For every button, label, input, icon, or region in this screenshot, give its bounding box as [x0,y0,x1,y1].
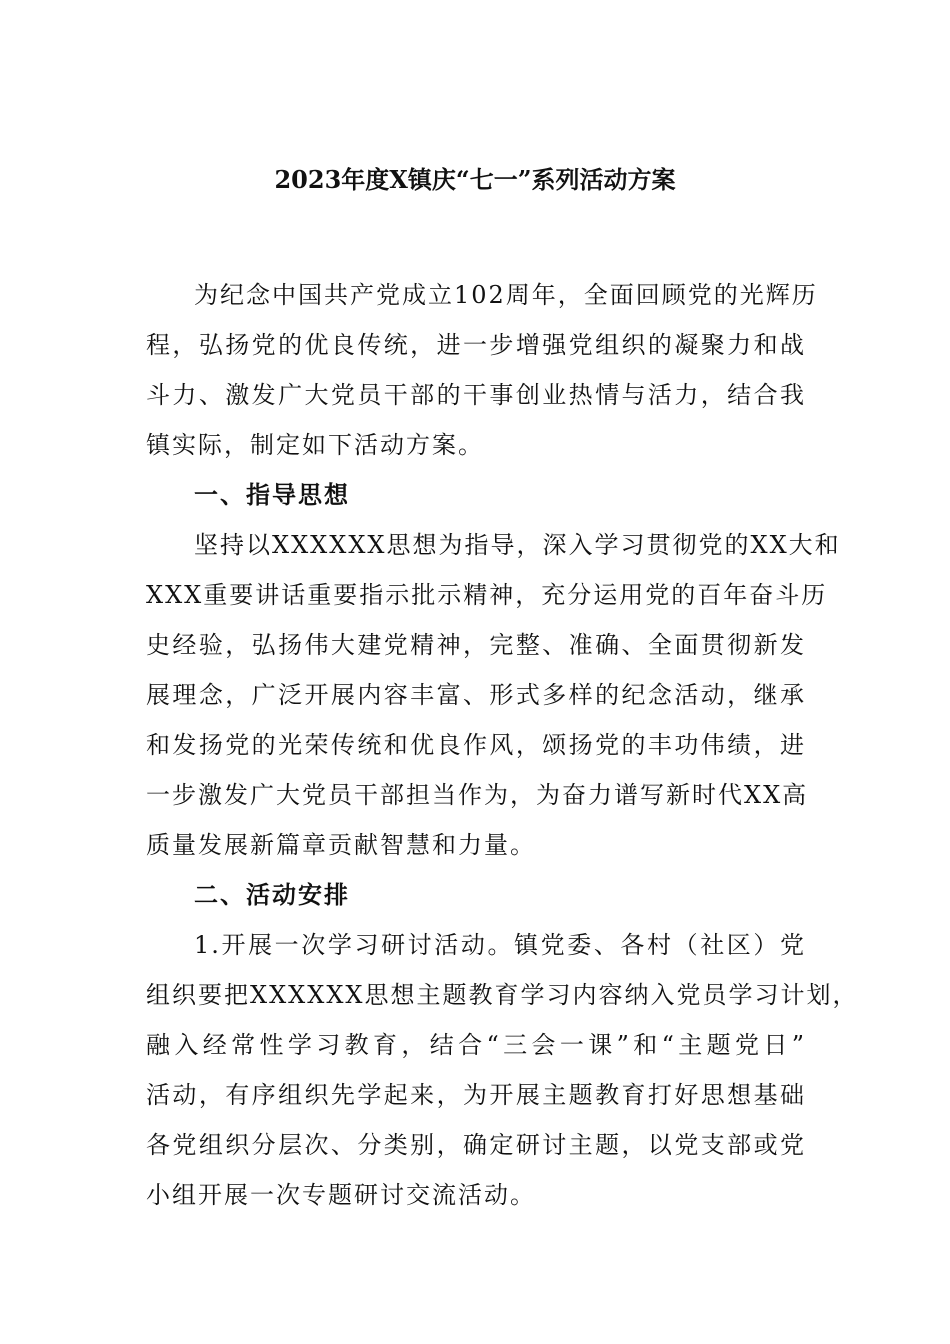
paragraph-line: 斗力、激发广大党员干部的干事创业热情与活力，结合我 [146,381,806,409]
paragraph-line: 各党组织分层次、分类别，确定研讨主题，以党支部或党 [146,1131,806,1159]
paragraph-line: 和发扬党的光荣传统和优良作风，颂扬党的丰功伟绩，进 [146,731,806,759]
paragraph-line: 程，弘扬党的优良传统，进一步增强党组织的凝聚力和战 [146,331,806,359]
paragraph-line: 坚持以XXXXXX思想为指导，深入学习贯彻党的XX大和 [194,531,841,559]
section-heading: 二、活动安排 [194,880,350,909]
paragraph-line: 质量发展新篇章贡献智慧和力量。 [146,831,536,859]
paragraph-line: 为纪念中国共产党成立102周年，全面回顾党的光辉历 [194,281,818,309]
paragraph-line: XXX重要讲话重要指示批示精神，充分运用党的百年奋斗历 [146,581,828,609]
document-title: 2023年度X镇庆“七一”系列活动方案 [274,165,676,194]
section-heading: 一、指导思想 [194,480,350,509]
paragraph-line: 活动，有序组织先学起来，为开展主题教育打好思想基础 [146,1081,806,1109]
paragraph-line: 1.开展一次学习研讨活动。镇党委、各村（社区）党 [194,931,806,959]
paragraph-line: 组织要把XXXXXX思想主题教育学习内容纳入党员学习计划， [146,981,859,1009]
paragraph-line: 展理念，广泛开展内容丰富、形式多样的纪念活动，继承 [146,681,806,709]
paragraph-line: 融入经常性学习教育，结合“三会一课”和“主题党日” [146,1031,806,1059]
paragraph-line: 镇实际，制定如下活动方案。 [146,431,484,459]
paragraph-line: 一步激发广大党员干部担当作为，为奋力谱写新时代XX高 [146,781,809,809]
paragraph-line: 小组开展一次专题研讨交流活动。 [146,1181,536,1209]
paragraph-line: 史经验，弘扬伟大建党精神，完整、准确、全面贯彻新发 [146,631,806,659]
